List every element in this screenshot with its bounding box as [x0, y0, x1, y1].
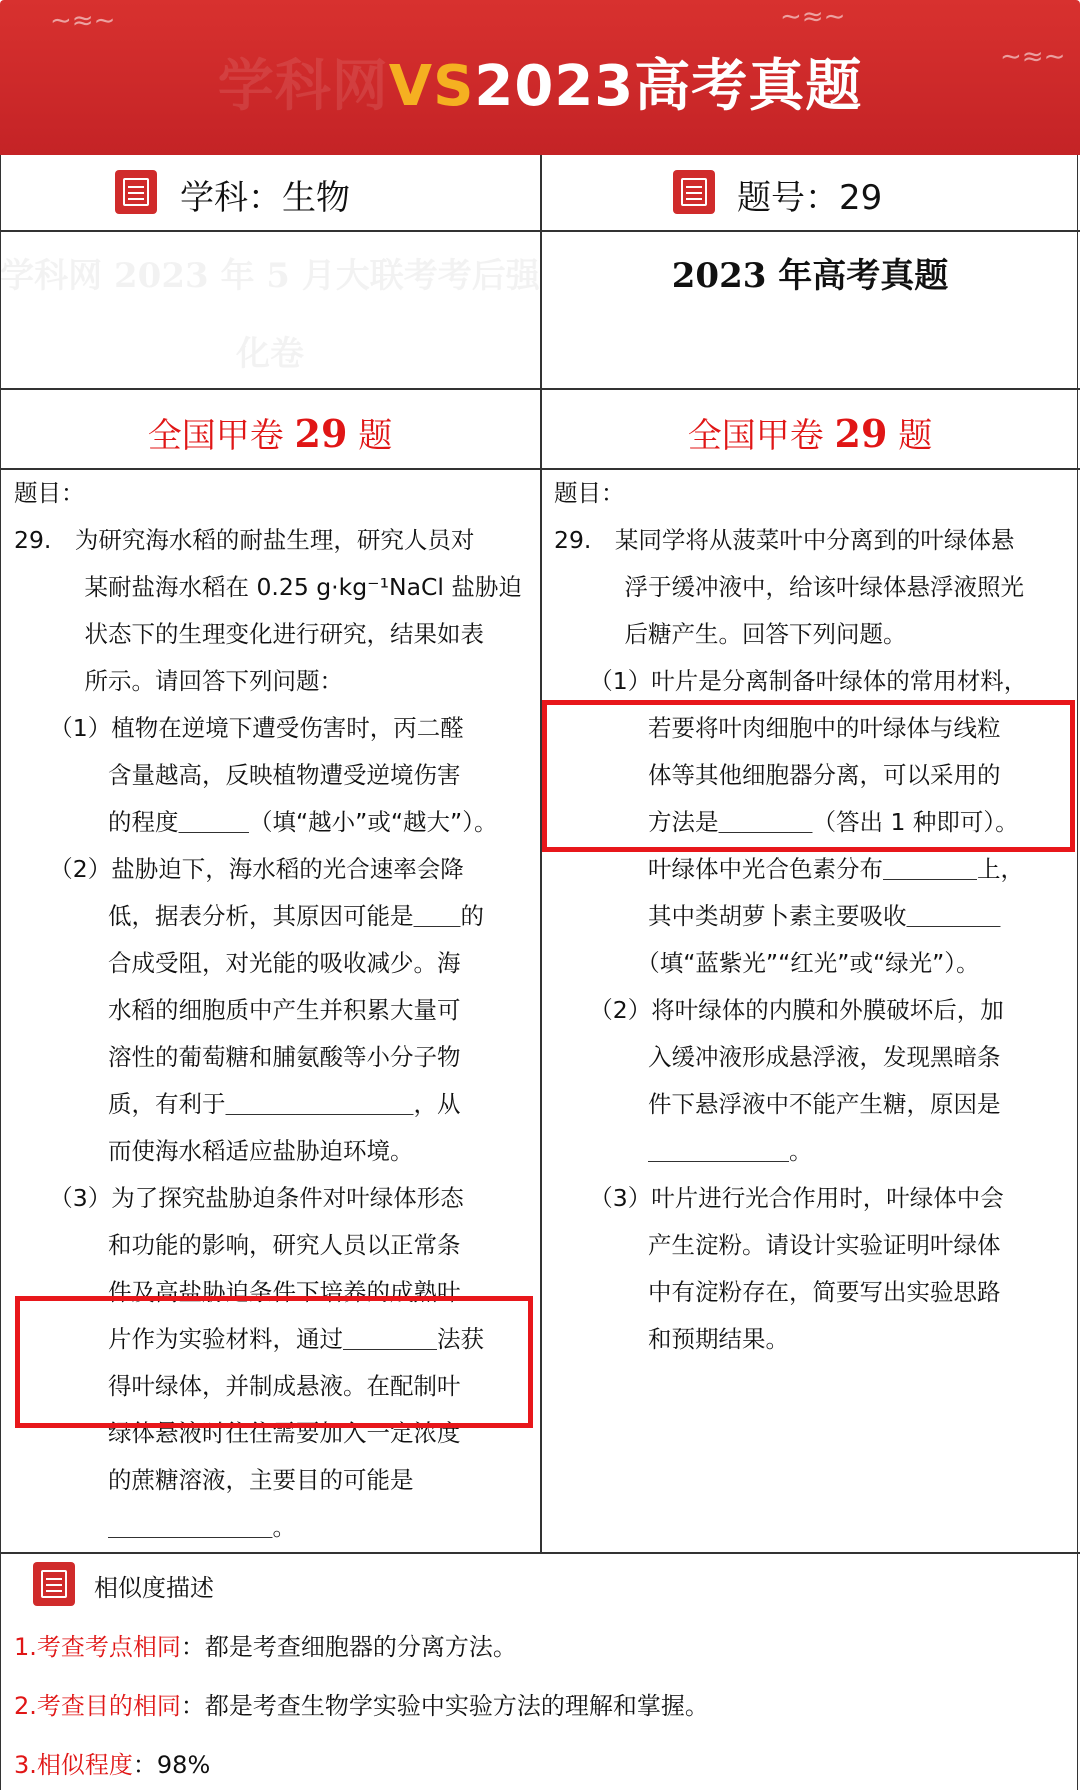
similarity-key: 1.考查考点相同: [14, 1633, 181, 1661]
cloud-decoration-icon: ∼≈∼: [780, 2, 846, 32]
paper-left: [0, 408, 540, 457]
question-line: 件下悬浮液中不能产生糖，原因是: [554, 1090, 1001, 1118]
paper-right-number: 29: [834, 411, 888, 456]
similarity-separator: ：: [132, 1751, 157, 1779]
question-line: 体等其他细胞器分离，可以采用的: [554, 761, 1001, 789]
question-label: 题目：: [554, 479, 625, 507]
similarity-value: 都是考查生物学实验中实验方法的理解和掌握。: [204, 1692, 709, 1720]
question-line: 所示。请回答下列问题：: [14, 667, 343, 695]
banner-title-text: 2023高考真题: [474, 54, 863, 119]
banner-faded-text: 学科网: [217, 54, 389, 119]
question-line: （1）植物在逆境下遭受伤害时，丙二醛: [14, 714, 464, 742]
highlight-box-right: [542, 700, 1075, 852]
paper-left-suffix: 题: [358, 416, 393, 456]
question-line: 方法是＿＿＿＿（答出 1 种即可）。: [554, 808, 1019, 836]
paper-left-number: 29: [294, 411, 348, 456]
question-line: 水稻的细胞质中产生并积累大量可: [14, 996, 461, 1024]
question-line: （填“蓝紫光”“红光”或“绿光”）。: [554, 949, 980, 977]
question-line: 入缓冲液形成悬浮液，发现黑暗条: [554, 1043, 1001, 1071]
question-line: （1）叶片是分离制备叶绿体的常用材料，: [554, 667, 1028, 695]
question-line: 而使海水稻适应盐胁迫环境。: [14, 1137, 414, 1165]
question-line: 得叶绿体，并制成悬液。在配制叶: [14, 1372, 461, 1400]
question-line: 件及高盐胁迫条件下培养的成熟叶: [14, 1278, 461, 1306]
question-line: 产生淀粉。请设计实验证明叶绿体: [554, 1231, 1001, 1259]
question-line: 含量越高，反映植物遭受逆境伤害: [14, 761, 461, 789]
similarity-separator: ：: [180, 1633, 205, 1661]
question-line: （2）盐胁迫下，海水稻的光合速率会降: [14, 855, 464, 883]
question-line: 溶性的葡萄糖和脯氨酸等小分子物: [14, 1043, 461, 1071]
banner-title: [0, 42, 1080, 122]
question-line: 29. 为研究海水稻的耐盐生理，研究人员对: [14, 526, 475, 554]
similarity-item: [14, 1686, 709, 1721]
source-left-line1: 学科网 2023 年 5 月大联考考后强: [0, 256, 540, 296]
question-line: ＿＿＿＿＿＿。: [554, 1137, 813, 1165]
source-left-line2: 化卷: [236, 334, 304, 374]
right-question: [554, 470, 1074, 1363]
subject-label: 学科：生物: [180, 178, 350, 218]
question-line: （3）为了探究盐胁迫条件对叶绿体形态: [14, 1184, 464, 1212]
question-line: 的程度＿＿＿（填“越小”或“越大”）。: [14, 808, 498, 836]
question-line: （3）叶片进行光合作用时，叶绿体中会: [554, 1184, 1004, 1212]
divider: [1, 1552, 1080, 1554]
cloud-decoration-icon: ∼≈∼: [50, 6, 116, 36]
question-line: 若要将叶肉细胞中的叶绿体与线粒: [554, 714, 1001, 742]
question-line: 状态下的生理变化进行研究，结果如表: [14, 620, 484, 648]
similarity-value: 98%: [156, 1751, 211, 1779]
highlight-box-left: [15, 1296, 533, 1428]
question-line: 浮于缓冲液中，给该叶绿体悬浮液照光: [554, 573, 1024, 601]
similarity-value: 都是考查细胞器的分离方法。: [204, 1633, 517, 1661]
question-label: 题目：: [14, 479, 85, 507]
question-line: 质，有利于＿＿＿＿＿＿＿＿，从: [14, 1090, 461, 1118]
question-line: 片作为实验材料，通过＿＿＿＿法获: [14, 1325, 484, 1353]
question-line: 某耐盐海水稻在 0.25 g·kg⁻¹NaCl 盐胁迫: [14, 573, 522, 601]
source-right-title: 2023 年高考真题: [671, 256, 949, 296]
question-line: 低，据表分析，其原因可能是＿＿的: [14, 902, 484, 930]
question-line: 后糖产生。回答下列问题。: [554, 620, 907, 648]
question-line: 和功能的影响，研究人员以正常条: [14, 1231, 461, 1259]
question-line: 其中类胡萝卜素主要吸收＿＿＿＿: [554, 902, 1001, 930]
question-line: 的蔗糖溶液，主要目的可能是: [14, 1466, 414, 1494]
similarity-heading: 相似度描述: [94, 1574, 214, 1602]
cloud-decoration-icon: ∼≈∼: [1000, 42, 1066, 72]
paper-right-suffix: 题: [898, 416, 933, 456]
question-line: 叶绿体中光合色素分布＿＿＿＿上，: [554, 855, 1024, 883]
book-icon: [115, 170, 157, 214]
similarity-separator: ：: [180, 1692, 205, 1720]
question-line: 绿体悬液时往往需要加入一定浓度: [14, 1419, 461, 1447]
question-number-label: 题号：29: [737, 178, 883, 218]
similarity-item: [14, 1745, 210, 1780]
question-line: ＿＿＿＿＿＿＿。: [14, 1513, 296, 1541]
column-divider: [540, 155, 542, 1552]
calendar-icon: [673, 170, 715, 214]
similarity-item: [14, 1627, 517, 1662]
question-line: 合成受阻，对光能的吸收减少。海: [14, 949, 461, 977]
similarity-key: 2.考查目的相同: [14, 1692, 181, 1720]
paper-right-prefix: 全国甲卷: [687, 416, 824, 456]
paper-left-prefix: 全国甲卷: [147, 416, 284, 456]
question-line: （2）将叶绿体的内膜和外膜破坏后，加: [554, 996, 1004, 1024]
question-line: 中有淀粉存在，简要写出实验思路: [554, 1278, 1001, 1306]
question-line: 和预期结果。: [554, 1325, 789, 1353]
banner-vs: VS: [388, 54, 475, 119]
similarity-key: 3.相似程度: [14, 1751, 133, 1779]
question-line: 29. 某同学将从菠菜叶中分离到的叶绿体悬: [554, 526, 1015, 554]
paper-right: [540, 408, 1080, 457]
document-icon: [33, 1562, 75, 1606]
